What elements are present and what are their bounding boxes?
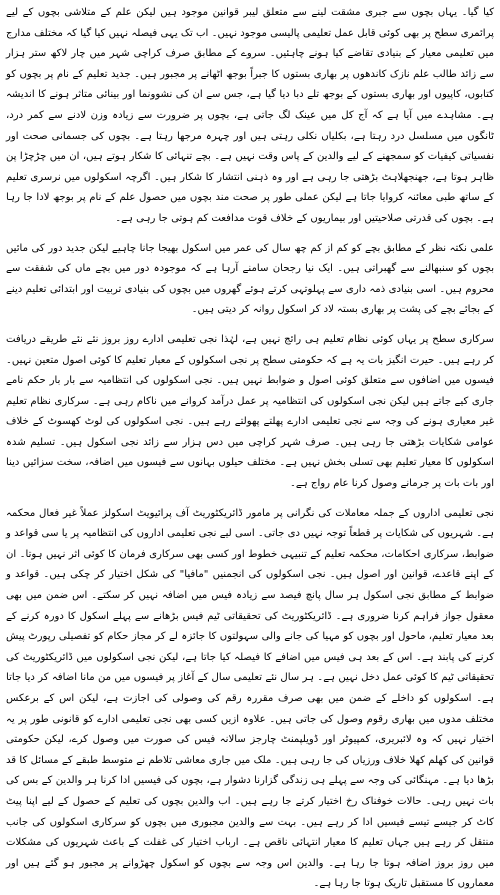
article-paragraph-3: سرکاری سطح پر یہاں کوئی نظام تعلیم ہی رائج نہیں ہے، لہٰذا نجی تعلیمی ادارے روز بروز نئے نئے طریقے دریافت کر رہے ہیں۔ حیرت انگیز بات یہ ہے کہ حکومتی سطح پر نجی اسکولوں کے معیار تعلیم کا کوئی اصول متعین نہیں۔ فیسوں میں اضافوں سے متعلق کوئی اصول و ضوابط نہیں ہیں۔ نجی اسکولوں کی انتظامیہ سے بار بار حکم نامے جاری کیے جاتے ہیں لیکن نجی اسکولوں کی انتظامیہ پر عمل درآمد کروانے میں ناکام رہی ہے۔ سرکاری نظام تعلیم غیر معیاری ہونے کی وجہ سے نجی تعلیمی ادارے پھلتے پھولتے رہے ہیں۔ نجی اسکولوں کی لوٹ کھسوٹ کے خلاف عوامی شکایات بڑھتی جا رہی ہیں۔ صرف شہر کراچی میں دس ہزار سے زائد نجی اسکول ہیں۔ تسلیم شدہ اسکولوں کا معیار تعلیم بھی تسلی بخش نہیں ہے۔ مختلف حیلوں بہانوں سے فیسوں میں اضافہ، سخت سزائیں دینا اور بات بات پر جرمانے وصول کرنا عام رواج ہے۔	[6, 333, 494, 490]
article-paragraph-1: کیا گیا۔ یہاں بچوں سے جبری مشقت لینے سے متعلق لیبر قوانین موجود ہیں لیکن علم کے متلاشی بچوں کے لیے پرائمری سطح پر بھی کوئی قابل عمل تعلیمی پالیسی موجود نہیں۔ اب تک یہی فیصلہ نہیں کیا گیا کہ مختلف مدارج میں تعلیمی معیار کے بنیادی تقاضے کیا ہونے چاہئیں۔ سروے کے مطابق صرف کراچی شہر میں چار لاکھ ستر ہزار سے زائد طالب علم نازک کاندھوں پر بھاری بستوں کا جبراً بوجھ اٹھانے پر مجبور ہیں۔ جدید تعلیم کے نام پر بچوں کو کتابوں، کاپیوں اور بھاری بستوں کے بوجھ تلے دبا دیا گیا ہے، جس سے ان کی نشوونما اور بینائی متاثر ہونے کا اندیشہ ہے۔ مشاہدے میں آیا ہے کہ آج کل میں عینک لگ جاتی ہے، بچوں پر ضرورت سے زیادہ وزن لادنے سے کمر درد، ٹانگوں میں مسلسل درد رہتا ہے، بکلیاں نکلی رہتی ہیں اور چہرہ مرجھا رہتا ہے۔ بچوں کی جسمانی صحت اور نفسیاتی کیفیات کو سمجھنے کے لیے والدین کے پاس وقت نہیں ہے۔ بچے تنہائی کا شکار ہوتے ہیں، ان میں چڑچڑا پن ظاہر ہوتا ہے، جھنجھلاہٹ بڑھتی جا رہی ہے اور وہ ذہنی انتشار کا شکار ہیں۔ اگرچہ اسکولوں میں نرسری تعلیم کے ساتھ طبی معائنہ کروایا جاتا ہے لیکن عملی طور پر صحت مند بچوں میں حصول علم کے نام پر بوجھ لادا جا رہا ہے۔ بچوں کی قدرتی صلاحیتیں اور بیماریوں کے خلاف قوت مدافعت کم ہوتی جا رہی ہے۔	[6, 7, 494, 224]
article-paragraph-4: نجی تعلیمی اداروں کے جملہ معاملات کی نگرانی پر مامور ڈائریکٹوریٹ آف پرائیویٹ اسکولز عملاً غیر فعال محکمہ ہے۔ شہریوں کی شکایات پر قطعاً توجہ نہیں دی جاتی۔ اسی لیے نجی تعلیمی اداروں کی انتظامیہ پر یا سی قواعد و ضوابط، سرکاری احکامات، محکمہ تعلیم کے تنبیہی خطوط اور کسی بھی سرکاری فرمان کا کوئی اثر نہیں ہوتا۔ ان کے اپنے قاعدے، قوانین اور اصول ہیں۔ نجی اسکولوں کی انجمنیں "مافیا" کی شکل اختیار کر چکی ہیں۔ قواعد و ضوابط کے مطابق نجی اسکول ہر سال پانچ فیصد سے زیادہ فیس میں اضافہ نہیں کر سکتے۔ اس ضمن میں بھی معقول جواز فراہم کرنا ضروری ہے۔ ڈائریکٹوریٹ کی تحقیقاتی ٹیم فیس بڑھانے سے پہلے اسکول کا دورہ کرنے کے بعد معیار تعلیم، ماحول اور بچوں کو مہیا کی جانے والی سہولتوں کا جائزہ لے کر مجاز حکام کو تفصیلی رپورٹ پیش کرنے کی پابند ہے۔ اس کے بعد ہی فیس میں اضافے کا فیصلہ کیا جاتا ہے، لیکن نجی اسکولوں میں ڈائریکٹوریٹ کی تحقیقاتی ٹیم کا کوئی عمل دخل نہیں ہے۔ ہر سال نئے تعلیمی سال کے آغاز پر فیسوں میں من مانا اضافہ کر دیا جاتا ہے۔ اسکولوں کو داخلے کے ضمن میں بھی صرف مقررہ رقم کی وصولی کی اجازت ہے، لیکن اس کے برعکس مختلف مدوں میں بھاری رقوم وصول کی جاتی ہیں۔ علاوہ ازیں کسی بھی نجی تعلیمی ادارے کو قانونی طور پر یہ اختیار نہیں کہ وہ لائبریری، کمپیوٹر اور ڈویلپمنٹ چارجز سالانہ فیس کی صورت میں وصول کرے، لیکن حکومتی قوانین کی کھلم کھلا خلاف ورزیاں کی جا رہی ہیں۔ ملک میں جاری معاشی تلاطم نے متوسط طبقے کے مسائل کا قد بڑھا دیا ہے۔ مہنگائی کی وجہ سے پہلے ہی زندگی گزارنا دشوار ہے، بچوں کی فیسیں ادا کرنا ہر والدین کے بس کی بات نہیں رہی۔ حالات خوفناک رخ اختیار کرتے جا رہے ہیں۔ اب والدین بچوں کی تعلیم کے حصول کے لیے اپنا پیٹ کاٹ کر جیسے تیسے فیسیں ادا کر رہے ہیں۔ بہت سے والدین مجبوری میں بچوں کو سرکاری اسکولوں کی جانب منتقل کر رہے ہیں جہاں تعلیم کا معیار انتہائی ناقص ہے۔ ارباب اختیار کی غفلت کے باعث شہریوں کی مشکلات میں روز بروز اضافہ ہوتا جا رہا ہے۔ والدین اس وجہ سے بچوں کو اسکول چھڑوانے پر مجبور ہو گئے ہیں اور معماروں کا مستقبل تاریک ہوتا جا رہا ہے۔	[6, 507, 494, 890]
article-paragraph-2: علمی نکتہ نظر کے مطابق بچے کو کم از کم چھ سال کی عمر میں اسکول بھیجا جانا چاہیے لیکن جدید دور کی مائیں بچوں کو سنبھالنے سے گھبراتی ہیں۔ ایک نیا رجحان سامنے آرہا ہے کہ موجودہ دور میں بچے ماں کی شفقت سے محروم ہیں۔ اسی بنیادی ذمہ داری سے پہلوتہی کرتے ہوئے گھروں میں بچوں کی بنیادی تربیت اور ابتدائی تعلیم دینے کے بجائے بچے کی پشت پر بھاری بستہ لاد کر اسکول روانہ کر دیتی ہیں۔	[6, 242, 494, 316]
